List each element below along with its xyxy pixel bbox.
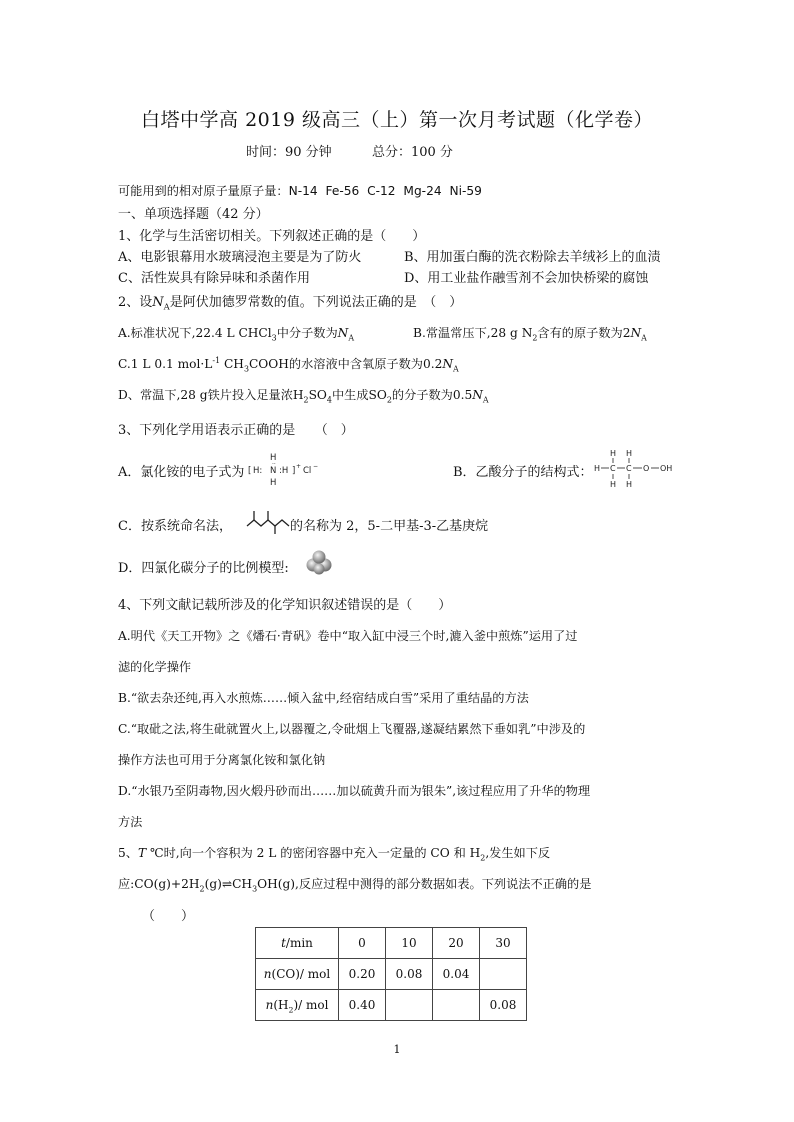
svg-text:H: H — [594, 464, 601, 473]
table-cell — [386, 990, 433, 1021]
q2-stem: 2、设$N_A$是阿伏加德罗常数的值。下列说法正确的是 （ ） — [118, 295, 463, 312]
table-header-cell: 20 — [433, 928, 480, 959]
table-cell: 0.08 — [386, 959, 433, 990]
svg-text:H:: H: — [253, 466, 263, 476]
page-number: 1 — [393, 1043, 401, 1056]
svg-text::H: :H — [279, 466, 289, 476]
q2-option-b: B.常温常压下,28 g $N_2$含有的原子数为$2N_A$ — [413, 326, 647, 343]
table-header-cell: 10 — [386, 928, 433, 959]
svg-text:H: H — [270, 478, 277, 488]
q2-option-d: D、常温下,28 g铁片投入足量浓$H_2SO_4$中生成$SO_2$的分子数为$0.5N_A$ — [118, 388, 489, 405]
exam-info — [246, 141, 453, 160]
svg-text:H: H — [610, 449, 617, 458]
q4-option-b: B.“欲去杂还纯,再入水煎炼……倾入盆中,经宿结成白雪”采用了重结晶的方法 — [118, 691, 529, 705]
svg-text:Cl: Cl — [303, 466, 312, 476]
q2-option-a: A.标准状况下,22.4 L CHCl$_3$中分子数为$N_A$ — [118, 326, 355, 343]
q5-stem-line2: 应$:CO(g)+2H_2(g)\rightleftharpoons CH_3OH(g)$,反应过程中测得的部分数据如表。下列说法不正确的是 — [118, 877, 592, 894]
svg-text:C: C — [626, 464, 632, 473]
svg-text:N: N — [270, 466, 277, 476]
q4-option-c-line1: C.“取砒之法,将生砒就置火上,以器覆之,令砒烟上飞覆器,遂凝结累然下垂如乳”中涉及的 — [118, 722, 586, 736]
table-cell: 0.04 — [433, 959, 480, 990]
table-header-cell: t/min — [256, 928, 339, 959]
q1-option-a: A、电影银幕用水玻璃浸泡主要是为了防火 — [118, 250, 362, 265]
svg-text:H: H — [626, 480, 633, 489]
svg-text:H: H — [270, 453, 277, 463]
table-cell: $n(H_2)/$ mol — [256, 990, 339, 1021]
table-cell — [433, 990, 480, 1021]
svg-text:]: ] — [292, 466, 296, 476]
atomic-masses: 可能用到的相对原子量原子量：N-14 Fe-56 C-12 Mg-24 Ni-59 — [118, 184, 482, 198]
table-row — [256, 990, 527, 1021]
ammonium-chloride-electron-formula — [248, 451, 336, 489]
svg-text:OH: OH — [660, 464, 673, 473]
skeletal-formula-icon — [245, 508, 291, 536]
q2-option-c: C.1 L 0.1 $mol\cdot L^{-1}$ $CH_3COOH$的水溶液中含氧原子数为$0.2N_A$ — [118, 355, 459, 374]
q4-option-d-line1: D.“水银乃至阴毒物,因火煅丹砂而出……加以硫黄升而为银朱”,该过程应用了升华的物理 — [118, 784, 591, 798]
score-info: 总分：100 分 — [371, 145, 453, 160]
acetic-acid-structural-formula — [594, 448, 690, 490]
q3-option-c-prefix: C．按系统命名法， — [118, 519, 232, 534]
table-cell: 0.20 — [339, 959, 386, 990]
q4-option-a-line2: 滤的化学操作 — [118, 660, 192, 674]
q1-option-d: D、用工业盐作融雪剂不会加快桥梁的腐蚀 — [404, 271, 649, 286]
q3-option-d: D．四氯化碳分子的比例模型: — [118, 561, 289, 576]
table-cell: n(CO)/ mol — [256, 959, 339, 990]
svg-text:+: + — [296, 463, 302, 470]
q4-option-c-line2: 操作方法也可用于分离氯化铵和氯化钠 — [118, 753, 326, 767]
q3-option-c-suffix: 的名称为 2，5-二甲基-3-乙基庚烷 — [290, 519, 489, 534]
q1-option-c: C、活性炭具有除异味和杀菌作用 — [118, 271, 310, 286]
page-title: 白塔中学高 2019 级高三（上）第一次月考试题（化学卷） — [141, 109, 653, 131]
table-cell: 0.40 — [339, 990, 386, 1021]
q3-option-b: B．乙酸分子的结构式： — [453, 465, 593, 480]
svg-text:O: O — [643, 464, 650, 473]
q4-option-d-line2: 方法 — [118, 815, 143, 829]
table-row — [256, 959, 527, 990]
section-title: 一、单项选择题（42 分） — [118, 207, 269, 222]
table-header-row — [256, 928, 527, 959]
svg-text:H: H — [626, 449, 633, 458]
q1-option-b: B、用加蛋白酶的洗衣粉除去羊绒衫上的血渍 — [404, 250, 661, 265]
q5-data-table — [255, 927, 527, 1021]
q4-stem: 4、下列文献记载所涉及的化学知识叙述错误的是（ ） — [118, 598, 452, 613]
table-header-cell: 0 — [339, 928, 386, 959]
svg-text:−: − — [313, 463, 319, 470]
svg-text:[: [ — [248, 466, 252, 476]
table-cell: 0.08 — [480, 990, 527, 1021]
time-info: 时间：90 分钟 — [246, 145, 332, 160]
q3-stem: 3、下列化学用语表示正确的是 （ ） — [118, 423, 354, 438]
table-cell — [480, 959, 527, 990]
q5-stem-line1: 5、T ℃时,向一个容积为 2 L 的密闭容器中充入一定量的 CO 和 $H_2$,发生如下反 — [118, 846, 551, 863]
table-header-cell: 30 — [480, 928, 527, 959]
svg-text:C: C — [610, 464, 616, 473]
q1-stem: 1、化学与生活密切相关。下列叙述正确的是（ ） — [118, 229, 426, 244]
svg-text:H: H — [610, 480, 617, 489]
q5-answer-paren: （ ） — [142, 909, 195, 924]
q3-option-a: A．氯化铵的电子式为 — [118, 465, 245, 480]
q4-option-a-line1: A.明代《天工开物》之《燔石·青矾》卷中“取入缸中浸三个时,漉入釜中煎炼”运用了过 — [118, 629, 578, 643]
svg-text:··: ·· — [272, 461, 276, 468]
space-filling-model-icon — [305, 550, 333, 576]
